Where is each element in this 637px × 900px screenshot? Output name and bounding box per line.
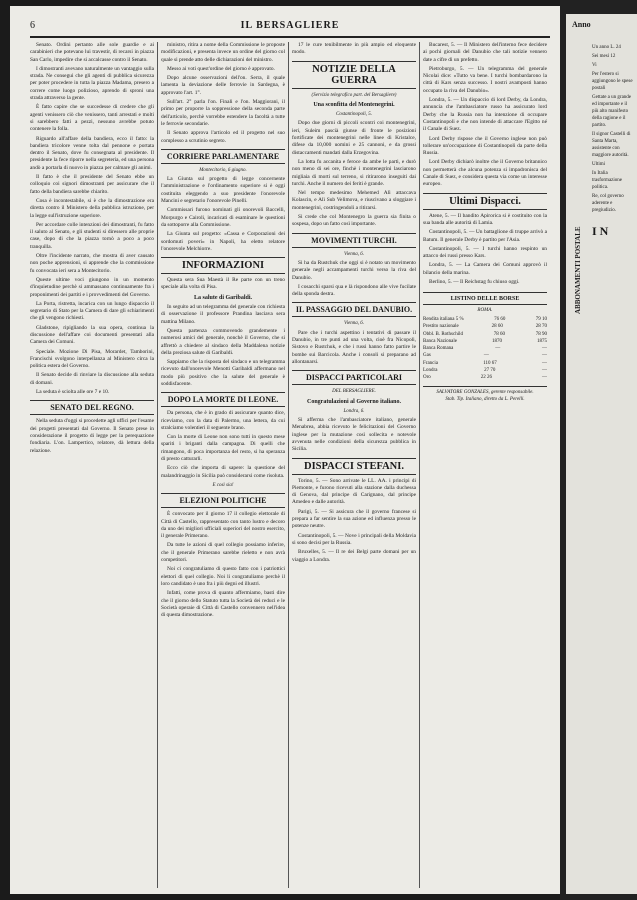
- elezioni-heading: ELEZIONI POLITICHE: [161, 493, 285, 508]
- article-paragraph: Il Senato approva l'articolo ed il progetto nel suo complesso a scrutinio segreto.: [161, 130, 285, 144]
- article-paragraph: Speciale. Mozione Di Pisa, Morardet, Tamborini, Francischi svolgono interpellanza al Ministero circa la politica estera del Governo.: [30, 348, 154, 370]
- congrat-subheading: Congratulazioni al Governo italiano.: [306, 398, 401, 405]
- printer-line: Stab. Tip. Italiano, diretto da L. Perelli.: [445, 396, 525, 402]
- article-paragraph: Torino, 5. — Sono arrivate le LL. AA. i principi di Piemonte, e furono ricevuti alla stazione dalla duchessa di Genova, dal principe di Carignano, dal principe Amedeo e dalle autorità.: [292, 477, 416, 506]
- column-rule: [288, 42, 289, 888]
- table-cell: 79 10: [535, 316, 547, 322]
- adjacent-column: [592, 44, 634, 884]
- article-paragraph: È fatto capire che se succedesse di credere che gli agenti venissero ciò che venissero, tanti arrestati e molti si sarebbero fatti a pezzi, nessuno avrebbe potuto contenere la folla.: [30, 104, 154, 133]
- movimenti-heading: MOVIMENTI TURCHI.: [292, 233, 416, 248]
- article-paragraph: Gladstone, ripigliando la sua opera, continua la discussione dell'affare coi documenti presentati alla Camera dei Comuni.: [30, 324, 154, 346]
- movimenti-articles: [292, 260, 416, 298]
- article-paragraph: Questa partenza commovendo grandemente i numerosi amici del generale, nonchè il Governo, che si affrettò a chiedere al sindaco della Maddalena notizie della preziosa salute di Garibaldi.: [161, 327, 285, 356]
- page-header: [30, 18, 550, 38]
- newspaper-page: [10, 6, 560, 894]
- article-paragraph: Infatti, come prova di quanto affermiamo, basti dire che il giorno dello Statuto tutta la Società dei reduci e le Società operaie di Città di Castello convennero nell'idea di questa dimostrazione.: [161, 590, 285, 619]
- column-4: [423, 42, 547, 888]
- borse-rows: [423, 316, 547, 382]
- table-cell: 78 90: [535, 331, 547, 337]
- article-paragraph: La Porta, ristretta, incarica con un lungo dispaccio il segretario di Stato per la Camera di dare gli schiarimenti che gli vengono richiesti.: [30, 300, 154, 322]
- column-2: [161, 42, 285, 888]
- table-cell: Prestito nazionale: [423, 324, 459, 330]
- article-paragraph: Costantinopoli, 5. — I turchi hanno respinto un attacco dei russi presso Kars.: [423, 245, 547, 260]
- table-cell: 28 60: [491, 324, 503, 330]
- passaggio-articles: [292, 330, 416, 366]
- article-paragraph: È convocato per il giorno 17 il collegio elettorale di Città di Castello, rappresentato con tanto lustro e decoro da uno dei migliori ufficiali superiori del nostro esercito, il generale Primerano.: [161, 511, 285, 540]
- article-paragraph: Si crede che col Montenegro la guerra sia finita o sospesa, dopo un fatto così importante.: [292, 214, 416, 228]
- dispacci-stefani-heading: DISPACCI STEFANI.: [292, 458, 416, 475]
- article-paragraph: 17 le cure tenibilmente in più ampio ed eloquente modo.: [292, 42, 416, 56]
- passaggio-heading: IL PASSAGGIO DEL DANUBIO.: [292, 302, 416, 317]
- article-paragraph: Dopo alcune osservazioni dell'on. Serra, il quale lamenta la deviazione delle ferrovie in Sardegna, è approvato l'art. 1°.: [161, 75, 285, 96]
- garibaldi-subheading: La salute di Garibaldi.: [193, 294, 252, 301]
- table-row: [423, 374, 547, 381]
- table-cell: 22 26: [480, 375, 493, 381]
- leone-articles: [161, 410, 285, 480]
- column-2-top: [161, 42, 285, 145]
- informazioni-heading: INFORMAZIONI: [161, 257, 285, 274]
- article-paragraph: ministro, ritira a nome della Commissione le proposte modificazioni, e presenta invece un ordine del giorno col quale si prende atto delle dichiarazioni del ministro.: [161, 42, 285, 63]
- article-paragraph: Bucarest, 5. — Il Ministero dell'interno fece decidere ai pochi giornali del Danubio che tali notizie vennero date a cifre di un prefetto.: [423, 42, 547, 63]
- table-row: [423, 316, 547, 323]
- article-paragraph: La Giunta sul progetto: «Cassa e Corporazioni dei sordomuti poveri» in Napoli, ha eletto relatore l'onorevole Melchiorre.: [161, 231, 285, 252]
- table-cell: Londra: [423, 367, 438, 373]
- article-paragraph: Berlino, 5. — Il Reichstag fu chiuso oggi.: [429, 279, 520, 286]
- montenegro-subheading: Una sconfitta del Montenegrini.: [313, 101, 395, 108]
- table-cell: Oro: [423, 375, 431, 381]
- article-paragraph: Con la morte di Leone non sono tutti in questo mese spariti i briganti dalla campagna. Di quelli che rimangono, di poca importanza del resto, si ha speranza di presto catturarli.: [161, 434, 285, 463]
- article-paragraph: I cosacchi sparsi qua e là rispondono alle vive fucilate della sponda destra.: [292, 283, 416, 298]
- article-paragraph: La lotta fu accanita e feroce da ambe le parti, e durò non meno di sei ore, finchè i montenegrini lasciarono migliaia di morti sul terreno, si ritirarono inseguiti dai turchi. Anche il numero dei feriti è grande.: [292, 158, 416, 187]
- table-row: [423, 338, 547, 345]
- article-paragraph: Senato. Ordini pertanto alle sole guardie e ai carabinieri che potevano lui travestir, di recarsi in piazza San Carlo, impedire che si accalcasse contro il Senato.: [30, 42, 154, 63]
- notizie-sub: (Servizio telegrafico part. del Bersagliere): [311, 92, 397, 98]
- adjacent-snippet: Il signor Castelli di Santa Marta, assistente con maggiore autorità.: [592, 132, 631, 158]
- article-paragraph: I dimostranti avevano naturalmente un vantaggio sulla strada. Ne consegui che gli agenti di pubblica sicurezza per poter procedere in tutta la piazza Madama, presero a correre come luogo polizioso, aprendo di sproni una strada attraverso la gente.: [30, 65, 154, 102]
- adjacent-title: Anno: [572, 20, 591, 29]
- article-paragraph: Pietroburgo, 5. — Un telegramma del generale Nicolai dice: «Tutto va bene. I turchi bombardarono la città di Kars senza successo. I nostri avamposti hanno occupato la riva del Danubio».: [423, 65, 547, 94]
- table-cell: 78 60: [493, 331, 505, 337]
- article-paragraph: Bruxelles, 5. — Il re dei Belgi parte domani per un viaggio a Londra.: [292, 549, 416, 563]
- column-4-top: [423, 42, 547, 189]
- table-cell: 1870: [492, 338, 502, 344]
- congrat-dateline: Londra, 6.: [343, 408, 365, 414]
- montenegro-articles: [292, 120, 416, 228]
- article-paragraph: Costantinopoli, 5. — Nove i principali della Moldavia si sono decisi per la Russia.: [292, 532, 416, 546]
- dispacci-particolari-sub: DEL BERSAGLIERE.: [332, 389, 376, 395]
- article-paragraph: Sull'art. 2° parla l'on. Finali e l'on. Maggiorani, il primo per proporre la soppressione della seconda parte dell'articolo, perchè vorrebbe estendere la facoltà a tutte le ferrovie secondarie.: [161, 99, 285, 127]
- article-paragraph: In seguito ad un telegramma del generale con richiesta di osservazione il professore Prandina lasciava sera mattina Milano.: [161, 304, 285, 325]
- article-paragraph: Si ha da Rustchuk che oggi si è notato un movimento generale negli accampamenti turchi verso la riva del Danubio.: [292, 259, 416, 281]
- table-cell: 28 70: [535, 324, 547, 330]
- article-paragraph: Lord Derby rispose che il Governo inglese non può tollerare un'occupazione di Costantinopoli da parte della Russia.: [423, 135, 547, 157]
- article-paragraph: Si afferma che l'ambasciatore italiano, generale Menabrea, abbia ricevuto le felicitazioni del Governo inglese per la mutazione così sollecita e notevole avvenuta nelle condizioni della sicurezza pubblica in Sicilia.: [292, 417, 416, 453]
- article-paragraph: Dopo due giorni di piccoli scontri coi montenegrini, ieri, Suleim pascià giunse di fronte le posizioni fortificate dei montenegrini nelle linee di Kristalce, difese da 10,000 uomini e 25 cannoni, e da grossi distaccamenti mandati dalla Erzegovina.: [292, 120, 416, 156]
- montenegro-dateline: Costantinopoli, 5.: [336, 112, 372, 118]
- congrat-articles: [292, 417, 416, 453]
- adjacent-snippet: Vi: [592, 63, 597, 68]
- article-paragraph: Oltre l'incidente narrato, che mostra di aver causato non poche apprensioni, si apprende che la commissione fu convocata ieri sera a Montecitorio.: [30, 253, 154, 274]
- table-cell: 1875: [536, 338, 547, 344]
- adjacent-snippets: [592, 44, 634, 214]
- page-number: 6: [30, 20, 35, 31]
- article-paragraph: Il fatto è che il presidente del Senato ebbe un colloquio coi signori dimostranti per assicurare che il fatto della bandiera sarebbe chiarito.: [30, 174, 154, 195]
- gerente-sign: SALVATORE GONZALES, gerente responsabile.: [423, 386, 547, 396]
- table-cell: —: [541, 367, 547, 373]
- table-cell: —: [542, 346, 547, 352]
- table-cell: 27 70: [484, 367, 496, 373]
- adjacent-page: [566, 14, 637, 894]
- article-paragraph: Londra, 5. — La Camera dei Comuni approvò il bilancio della marina.: [423, 262, 547, 276]
- article-paragraph: Il Senato decide di rinviare la discussione alla seduta di domani.: [30, 372, 154, 386]
- table-row: [423, 360, 547, 367]
- informazioni-intro: Questa sera Sua Maestà il Re parte con un treno speciale alla volta di Pisa.: [161, 277, 285, 291]
- adjacent-snippet: Re, col governo aderente e pregiudizio.: [592, 194, 624, 213]
- adjacent-letters: I N: [592, 224, 609, 238]
- table-cell: Obbl. B. Rothschild: [423, 331, 464, 337]
- masthead-title: IL BERSAGLIERE: [240, 20, 340, 31]
- table-cell: —: [483, 353, 489, 359]
- article-paragraph: La Giunta sul progetto di legge concernente l'amministrazione e l'ordinamento superiore si è oggi costituita eleggendo a suo presidente l'onorevole Mancini e segretario l'onorevole Pinelli.: [161, 176, 285, 205]
- adjacent-vertical-label-box: [572, 104, 586, 324]
- article-paragraph: Commissari furono nominati gli onorevoli Baccelli, Morpurgo e Cairoli, incaricati di esaminare le questioni da sottoporre alla Commissione.: [161, 207, 285, 228]
- adjacent-vertical-label: ABBONAMENTI POSTALE: [574, 226, 582, 314]
- stefani-articles: [292, 478, 416, 564]
- notizie-guerra-heading: NOTIZIE DELLA GUERRA: [292, 61, 416, 89]
- article-paragraph: Queste ultime voci giungono in un momento d'inquietudine perchè si ammassano continuamente fra i proponimenti dei partiti e i provvedimenti del Governo.: [30, 276, 154, 298]
- article-paragraph: Da persona, che è in grado di assicurare quanto dice, riceviamo, con la data di Palermo, una lettera, da cui stralciamo volentieri il seguente brano.: [161, 410, 285, 431]
- column-1-articles: [30, 42, 154, 396]
- corriere-parlamentare-heading: CORRIERE PARLAMENTARE: [161, 149, 285, 164]
- table-cell: Gas: [423, 353, 431, 359]
- article-paragraph: Riguardo all'affare della bandiera, ecco il fatto: la bandiera tricolore venne tolta dal pennone e portata dentro il Senato, dove fu consegnata al presidente. Il presidente la fece riporre nella segreteria, ed una persona andò a portarla di nuovo in piazza per calmare gli animi.: [30, 135, 154, 171]
- passaggio-dateline: Vienna, 6.: [343, 321, 365, 327]
- table-cell: —: [541, 360, 547, 366]
- adjacent-snippet: Ultimi: [592, 162, 606, 167]
- borse-table: [423, 292, 547, 381]
- article-paragraph: Londra, 5. — Un dispaccio di lord Derby, da Londra, annuncia che l'ambasciatore russo ha assicurato lord Derby che la Russia non ha intenzione di occupare Costantinopoli e che non intende di attaccare l'Egitto né il Canale di Suez.: [423, 97, 547, 133]
- article-paragraph: Per accordare colle intenzioni dei dimostranti, fu fatto il saluto al Senato, e gli studenti si diressero alle proprie case, dopo di che la piazza tornò a poco a poco tranquilla.: [30, 221, 154, 250]
- table-cell: 110 67: [483, 360, 497, 366]
- article-paragraph: Lord Derby dichiarò inoltre che il Governo britannico non permetterà che alcuna potenza si impadronisca del Canale di Suez, e considera questa via come un interesse europeo.: [423, 159, 547, 188]
- article-paragraph: Parigi, 5. — Si assicura che il governo francese si prepara a far sentire la sua azione ed influenza presso le potenze neutre.: [292, 508, 416, 530]
- column-3: [292, 42, 416, 888]
- column-rule: [157, 42, 158, 888]
- table-cell: —: [542, 353, 547, 359]
- article-paragraph: La seduta è sciolta alle ore 7 e 10.: [36, 389, 110, 396]
- column-3-top: [292, 42, 416, 57]
- table-cell: Banca Nazionale: [423, 338, 458, 344]
- article-paragraph: Nel tempo medesimo Mehemed Alì attaccava Kolascin, e Alì Sub Velimova, e riuscivano a sloggiare i montenegrini, costringendoli a ritirarsi.: [292, 190, 416, 211]
- dispacci-particolari-heading: DISPACCI PARTICOLARI: [292, 370, 416, 385]
- article-paragraph: Noi ci congratuliamo di questo fatto con i patriottici elettori di quel collegio. Noi li congratuliamo perchè il loro candidato è uno fra i più degni ed illustri.: [161, 566, 285, 587]
- adjacent-snippet: In Italia trasformazione politica.: [592, 171, 622, 190]
- ultimi-articles: [423, 213, 547, 287]
- table-row: [423, 323, 547, 330]
- senato-text: Nella seduta d'oggi si procedette agli uffici per l'esame dei progetti presentati dal Governo. Il Senato prese in considerazione il progetto di legge per la perequazione fondiaria. L'on. Lampertico, relatore, dà lettura della relazione.: [30, 418, 154, 454]
- article-paragraph: Da tutte le azioni di quel collegio possiamo inferire, che il generale Primerano sarebbe rieletto e non avrà competitori.: [161, 542, 285, 564]
- borse-title: LISTINO DELLE BORSE: [423, 296, 547, 304]
- ultimi-dispacci-heading: Ultimi Dispacci.: [423, 193, 547, 210]
- elezioni-articles: [161, 511, 285, 619]
- table-row: [423, 331, 547, 338]
- column-1: [30, 42, 154, 888]
- corriere-dateline: Montecitorio, 6 giugno.: [199, 167, 247, 173]
- table-cell: —: [542, 375, 547, 381]
- adjacent-snippet: Un anno L. 24: [592, 45, 621, 50]
- table-cell: Francia: [423, 360, 438, 366]
- adjacent-snippet: Gettate a un grande ed importante e il più alto manifesto della ragione e il partito.: [592, 95, 632, 128]
- leone-sign: E così sia!: [212, 482, 234, 488]
- table-row: [423, 345, 547, 352]
- article-paragraph: Messo ai voti quest'ordine del giorno è approvato.: [167, 65, 275, 72]
- article-paragraph: Sappiamo che la risposta del sindaco e un telegramma ricevuto dall'onorevole Menotti Garibaldi affermano nel modo più positivo che la salute del generale è soddisfacente.: [161, 359, 285, 387]
- article-paragraph: Cosa è incontestabile, si è che la dimostrazione era diretta contro il Ministero della pubblica istruzione, per la legge sull'istruzione superiore.: [30, 197, 154, 219]
- column-rule: [419, 42, 420, 888]
- table-row: [423, 367, 547, 374]
- table-cell: Rendita italiana 5 %: [423, 316, 464, 322]
- adjacent-snippet: Sei mesi 12: [592, 54, 616, 59]
- leone-heading: DOPO LA MORTE DI LEONE.: [161, 392, 285, 407]
- movimenti-dateline: Vienna, 6.: [343, 251, 365, 257]
- garibaldi-articles: [161, 304, 285, 388]
- table-cell: Banca Romana: [423, 346, 454, 352]
- table-cell: —: [495, 346, 501, 352]
- article-paragraph: Atene, 5. — Il bandito Apirorica si è costituito con la sua banda alle autorità di Lamia.: [423, 212, 547, 226]
- article-paragraph: Costantinopoli, 5. — Un battaglione di truppe arrivò a Batum. Il generale Derby è partito per l'Asia.: [423, 229, 547, 243]
- table-cell: 76 60: [494, 316, 506, 322]
- table-row: [423, 352, 547, 359]
- adjacent-snippet: Per l'estero si aggiungono le spese postali: [592, 72, 633, 91]
- corriere-articles: [161, 176, 285, 253]
- article-paragraph: Ecco ciò che importa di sapere: la questione del malandrinaggio in Sicilia può considerarsi come risoluta.: [161, 465, 285, 479]
- article-paragraph: Pare che i turchi aspettino i tentativi di passare il Danubio, in tre punti ad una volta, cioè fra Nicopoli, Sistovo e Rustchuk, e che i russi hanno fatto partire le bombe sui Barcicola. Anche i consoli si preparano ad allontanarsi.: [292, 329, 416, 365]
- borse-city: ROMA.: [477, 307, 493, 313]
- senato-heading: SENATO DEL REGNO.: [30, 400, 154, 415]
